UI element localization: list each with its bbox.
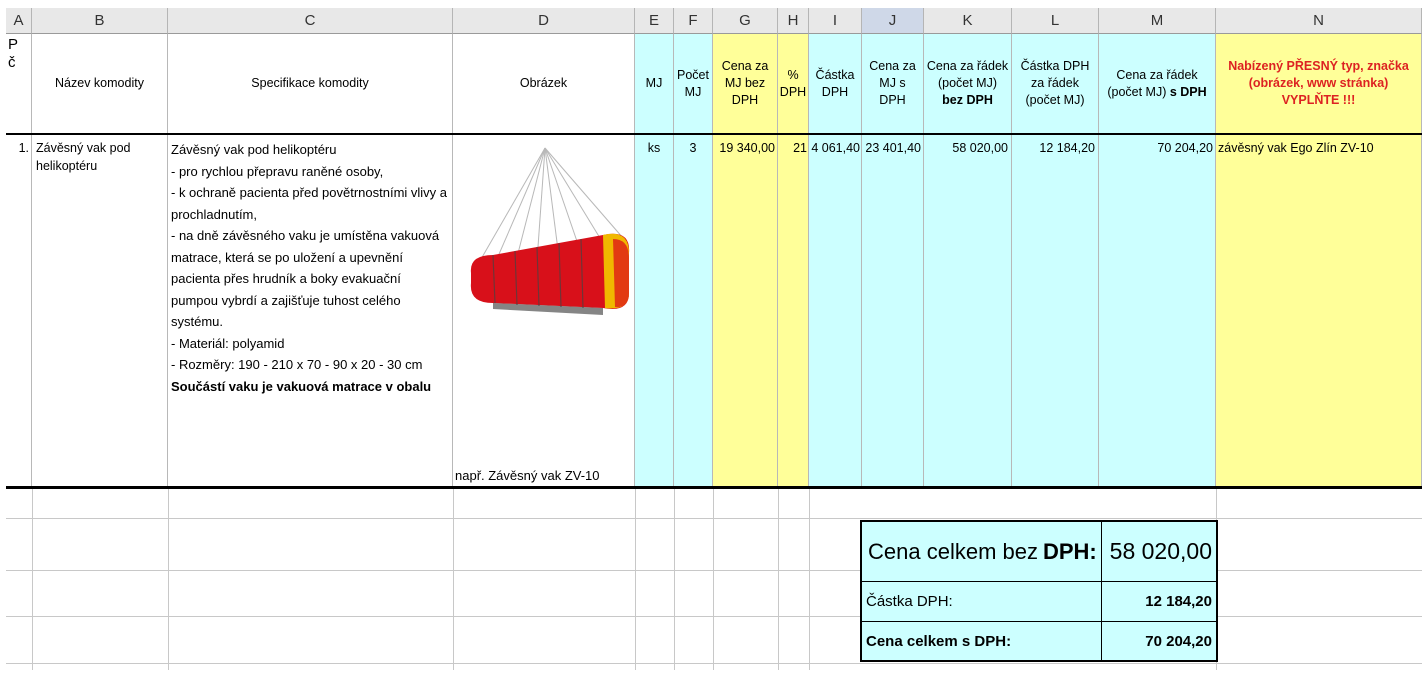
row-nazev[interactable]: Závěsný vak pod helikoptéru — [32, 135, 168, 488]
row-cena-mj-s[interactable]: 23 401,40 — [862, 135, 924, 488]
grid-line — [6, 518, 1422, 519]
header-nazev[interactable]: Název komodity — [32, 34, 168, 134]
header-cena-radek-s-text: Cena za řádek (počet MJ) — [1107, 67, 1198, 99]
summary-value-dph[interactable]: 12 184,20 — [1145, 593, 1212, 610]
summary-label-dph[interactable]: Částka DPH: — [862, 582, 1102, 621]
row-mj[interactable]: ks — [635, 135, 674, 488]
row-cena-radek-s[interactable]: 70 204,20 — [1099, 135, 1216, 488]
summary-row-dph — [862, 582, 1216, 622]
summary-label-bez-bold: DPH: — [1042, 538, 1097, 564]
row-castka-dph[interactable]: 4 061,40 — [809, 135, 862, 488]
column-header-g[interactable]: G — [713, 8, 778, 34]
row-spec[interactable] — [168, 135, 453, 488]
column-header-h[interactable]: H — [778, 8, 809, 34]
summary-row-bez — [862, 522, 1216, 582]
spec-line: Závěsný vak pod helikoptéru — [171, 142, 337, 157]
row-obrazek[interactable] — [453, 135, 635, 488]
summary-value-s[interactable]: 70 204,20 — [1145, 632, 1212, 650]
header-cena-radek-bez[interactable] — [924, 34, 1012, 134]
column-header-b[interactable]: B — [32, 8, 168, 34]
summary-value-bez[interactable]: 58 020,00 — [1109, 538, 1212, 564]
summary-label-bez-text: Cena celkem bez — [868, 538, 1038, 564]
row-num[interactable]: 1. — [6, 135, 32, 488]
column-header-a[interactable]: A — [6, 8, 32, 34]
column-header-j[interactable]: J — [862, 8, 924, 34]
column-header-m[interactable]: M — [1099, 8, 1216, 34]
spec-line: - pro rychlou přepravu raněné osoby, — [171, 163, 384, 179]
spec-line: - k ochraně pacienta před povětrnostními vlivy a prochladnutím, — [171, 185, 448, 222]
column-header-c[interactable]: C — [168, 8, 453, 34]
column-header-l[interactable]: L — [1012, 8, 1099, 34]
summary-label-s[interactable]: Cena celkem s DPH: — [862, 622, 1102, 660]
grid-line — [168, 489, 169, 670]
header-cena-radek-s-bold: s DPH — [1169, 84, 1207, 99]
rescue-bag-image — [453, 143, 635, 343]
header-castka-dph[interactable]: Částka DPH — [809, 34, 862, 134]
summary-row-s — [862, 622, 1216, 660]
header-nabizeny[interactable]: Nabízený PŘESNÝ typ, značka (obrázek, www stránka) VYPLŇTE !!! — [1216, 34, 1422, 134]
row-cena-mj-bez[interactable]: 19 340,00 — [713, 135, 778, 488]
header-obrazek[interactable]: Obrázek — [453, 34, 635, 134]
header-pct-dph[interactable]: % DPH — [778, 34, 809, 134]
row-pct-dph[interactable]: 21 — [778, 135, 809, 488]
grid-line — [809, 489, 810, 670]
column-header-d[interactable]: D — [453, 8, 635, 34]
row-pocet[interactable]: 3 — [674, 135, 713, 488]
grid-line — [674, 489, 675, 670]
spec-line: - Materiál: polyamid — [171, 335, 285, 351]
spec-line: - Rozměry: 190 - 210 x 70 - 90 x 20 - 30 cm — [171, 357, 423, 372]
image-caption: např. Závěsný vak ZV-10 — [455, 468, 600, 483]
summary-box — [860, 520, 1218, 662]
header-cena-radek-bez-bold: bez DPH — [942, 93, 993, 107]
header-cena-radek-s[interactable] — [1099, 34, 1216, 134]
grid-line — [453, 489, 454, 670]
column-header-n[interactable]: N — [1216, 8, 1422, 34]
summary-label-bez[interactable] — [862, 522, 1102, 581]
header-cena-mj-s[interactable]: Cena za MJ s DPH — [862, 34, 924, 134]
spec-line: - na dně závěsného vaku je umístěna vakuová matrace, která se po uložení a upevnění pacienta přes hrudník a boky evakuační pumpou vybrdí a zajišťuje tuhost celého systému. — [171, 228, 440, 329]
row-cena-radek-bez[interactable]: 58 020,00 — [924, 135, 1012, 488]
column-header-e[interactable]: E — [635, 8, 674, 34]
grid-line — [635, 489, 636, 670]
column-header-i[interactable]: I — [809, 8, 862, 34]
header-por[interactable]: P č — [6, 34, 32, 134]
header-mj[interactable]: MJ — [635, 34, 674, 134]
grid-line — [713, 489, 714, 670]
row-castka-dph-radek[interactable]: 12 184,20 — [1012, 135, 1099, 488]
header-spec[interactable]: Specifikace komodity — [168, 34, 453, 134]
grid-line — [6, 663, 1422, 664]
header-cena-mj-bez[interactable]: Cena za MJ bez DPH — [713, 34, 778, 134]
row-nabizeny[interactable]: závěsný vak Ego Zlín ZV-10 — [1216, 135, 1422, 488]
column-header-f[interactable]: F — [674, 8, 713, 34]
header-castka-dph-radek[interactable]: Částka DPH za řádek (počet MJ) — [1012, 34, 1099, 134]
column-header-k[interactable]: K — [924, 8, 1012, 34]
grid-line — [32, 489, 33, 670]
grid-line — [778, 489, 779, 670]
spec-bold-line: Součástí vaku je vakuová matrace v obalu — [171, 378, 432, 394]
row-separator — [6, 486, 1422, 489]
header-pocet[interactable]: Počet MJ — [674, 34, 713, 134]
header-cena-radek-bez-text: Cena za řádek (počet MJ) — [926, 59, 1009, 90]
spreadsheet — [6, 8, 1422, 670]
